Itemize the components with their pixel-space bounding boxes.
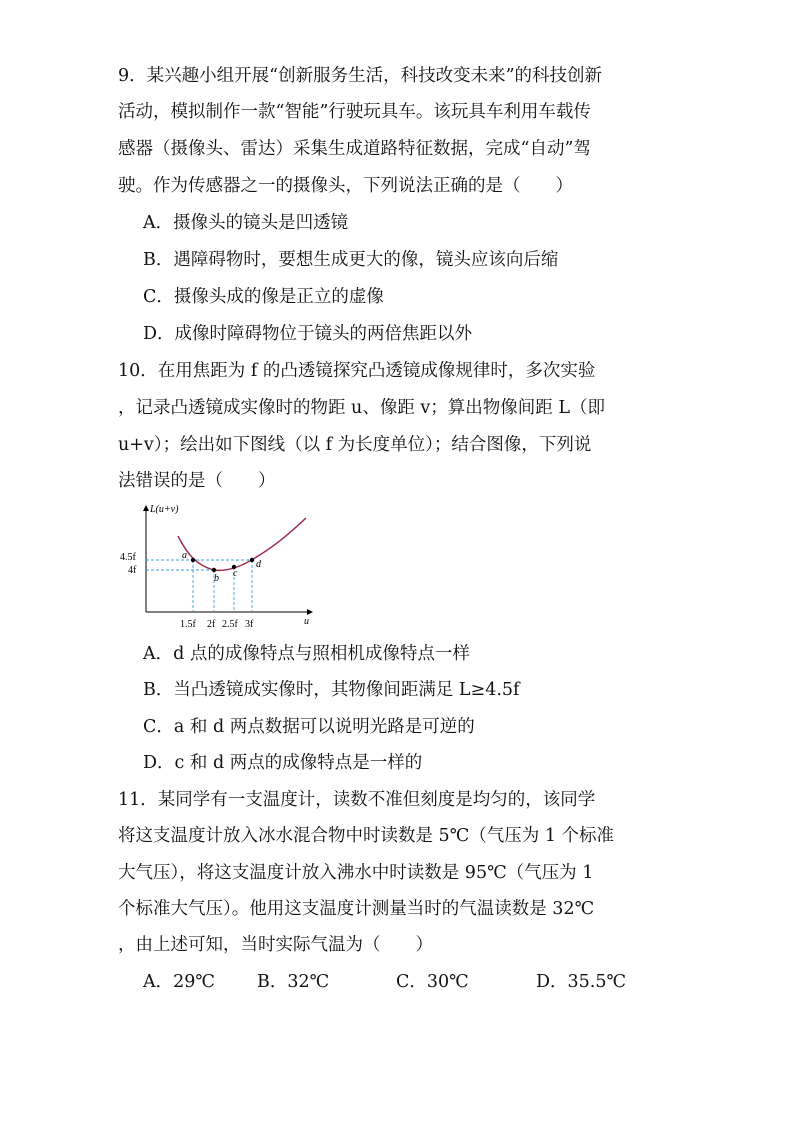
q9-option-d: D．成像时障碍物位于镜头的两倍焦距以外 [143, 324, 473, 344]
q11-stem-line-5: ，由上述可知，当时实际气温为（ ） [118, 935, 433, 955]
point-label-d: d [256, 559, 261, 570]
y-tick-4f: 4f [128, 565, 137, 576]
q11-option-b: B．32℃ [257, 972, 330, 992]
q10-stem-line-4: 法错误的是（ ） [118, 471, 276, 491]
point-d [250, 558, 254, 562]
q9-stem-line-3: 感器（摄像头、雷达）采集生成道路特征数据，完成“自动”驾 [118, 139, 591, 159]
lens-distance-graph [118, 500, 318, 635]
q11-option-c: C．30℃ [396, 972, 469, 992]
q11-option-d: D．35.5℃ [536, 972, 627, 992]
q11-stem-line-3: 大气压），将这支温度计放入沸水中时读数是 95℃（气压为 1 [118, 863, 594, 883]
q9-option-a: A．摄像头的镜头是凹透镜 [143, 213, 349, 233]
point-label-c: c [233, 568, 238, 579]
x-tick-2-5f: 2.5f [222, 619, 238, 630]
q10-option-b: B．当凸透镜成实像时，其物像间距满足 L≥4.5f [143, 680, 520, 700]
x-axis-label: u [304, 616, 309, 627]
x-tick-3f: 3f [245, 619, 254, 630]
q9-stem-line-2: 活动，模拟制作一款“智能”行驶玩具车。该玩具车利用车载传 [118, 102, 591, 122]
q9-stem-line-4: 驶。作为传感器之一的摄像头，下列说法正确的是（ ） [118, 176, 573, 196]
x-tick-1-5f: 1.5f [180, 619, 196, 630]
point-label-b: b [214, 573, 219, 584]
point-label-a: a [182, 550, 187, 561]
q10-option-d: D．c 和 d 两点的成像特点是一样的 [143, 753, 423, 773]
q9-option-c: C．摄像头成的像是正立的虚像 [143, 287, 384, 307]
lens-curve [178, 518, 306, 570]
q9-stem-line-1: 9．某兴趣小组开展“创新服务生活，科技改变未来”的科技创新 [118, 66, 603, 86]
point-b [212, 568, 216, 572]
q11-stem-line-4: 个标准大气压）。他用这支温度计测量当时的气温读数是 32℃ [118, 899, 595, 919]
q9-option-b: B．遇障碍物时，要想生成更大的像，镜头应该向后缩 [143, 250, 559, 270]
y-axis-label: L(u+v) [150, 504, 179, 515]
guide-lines [146, 560, 254, 612]
q10-stem-line-3: u+v）；绘出如下图线（以 f 为长度单位）；结合图像，下列说 [118, 435, 592, 455]
q11-stem-line-2: 将这支温度计放入冰水混合物中时读数是 5℃（气压为 1 个标准 [118, 826, 615, 846]
q10-stem-line-2: ，记录凸透镜成实像时的物距 u、像距 v；算出物像间距 L（即 [118, 398, 605, 418]
q11-stem-line-1: 11．某同学有一支温度计，读数不准但刻度是均匀的，该同学 [118, 790, 596, 810]
q10-option-a: A．d 点的成像特点与照相机成像特点一样 [143, 644, 470, 664]
y-tick-45f: 4.5f [120, 552, 136, 563]
q10-option-c: C．a 和 d 两点数据可以说明光路是可逆的 [143, 717, 475, 737]
q11-option-a: A．29℃ [143, 972, 215, 992]
point-a [191, 558, 195, 562]
q10-stem-line-1: 10．在用焦距为 f 的凸透镜探究凸透镜成像规律时，多次实验 [118, 361, 596, 381]
x-tick-2f: 2f [207, 619, 216, 630]
